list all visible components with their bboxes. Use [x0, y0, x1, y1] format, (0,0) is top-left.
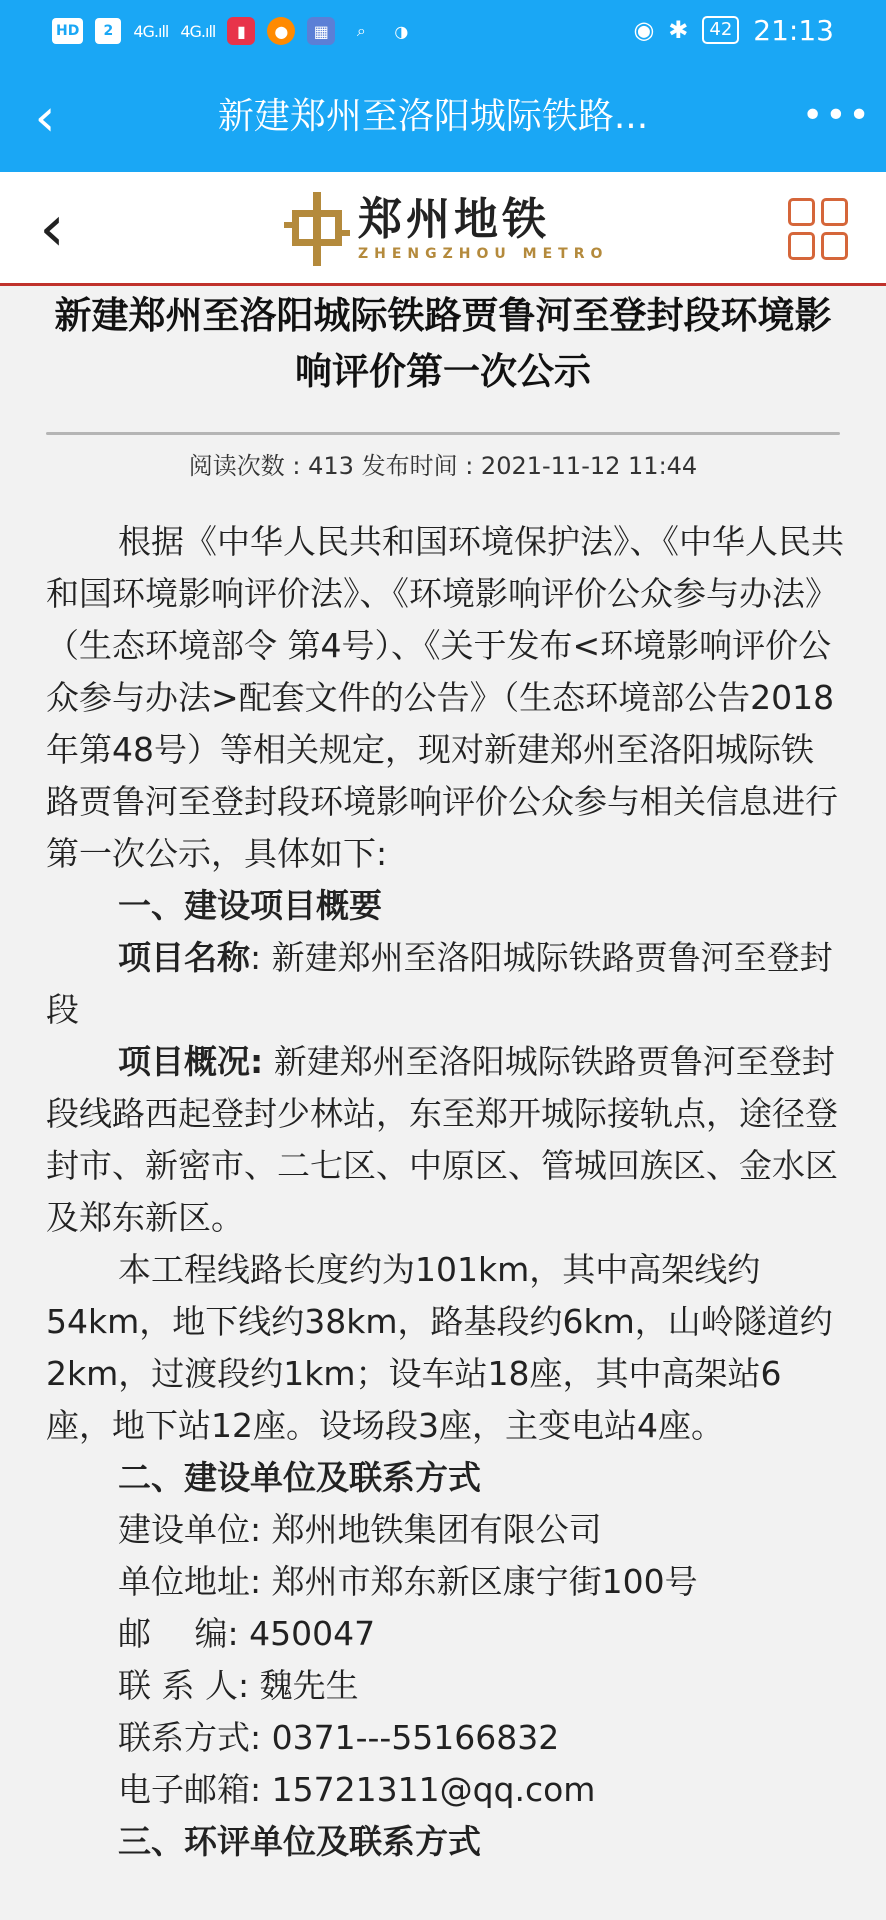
- back-button[interactable]: ‹: [34, 88, 56, 148]
- project-name-value: : 新建郑州至洛阳城际铁路贾鲁河至登封段: [46, 938, 833, 1029]
- status-bar: [0, 0, 886, 62]
- logo-chinese: 郑州地铁: [358, 194, 550, 245]
- top-bar: [0, 0, 886, 172]
- search-icon: ⌕: [356, 21, 366, 40]
- section1-heading: 一、建设项目概要: [118, 886, 382, 925]
- app-icon: ▦: [307, 17, 335, 45]
- battery-indicator: 42: [702, 16, 739, 44]
- article-title: 新建郑州至洛阳城际铁路贾鲁河至登封段环境影响评价第一次公示: [54, 294, 832, 393]
- metro-logo-mark: [284, 192, 350, 266]
- bluetooth-icon: ✱: [668, 16, 689, 44]
- logo-text: [358, 195, 608, 263]
- project-name-paragraph: [46, 932, 846, 1036]
- shield-icon: ◑: [394, 21, 409, 41]
- status-right: [633, 12, 834, 48]
- postcode-line: 邮 编: 450047: [118, 1614, 376, 1653]
- article-content: [0, 288, 886, 1920]
- menu-grid-icon[interactable]: [788, 198, 848, 260]
- site-header: [0, 172, 886, 286]
- section3-heading: 三、环评单位及联系方式: [118, 1822, 481, 1861]
- sim-badge: 2: [95, 18, 121, 44]
- hd-badge: HD: [52, 18, 83, 44]
- title-divider: [46, 432, 840, 435]
- app-header: [0, 62, 886, 172]
- contact-person-line: 联 系 人: 魏先生: [118, 1666, 359, 1705]
- weibo-app-icon: ●: [267, 17, 295, 45]
- article-meta: 阅读次数 : 413 发布时间 : 2021-11-12 11:44: [188, 452, 698, 480]
- signal-2-icon: 4G.ıll: [180, 21, 216, 41]
- site-back-button[interactable]: ‹: [39, 192, 65, 266]
- zhengzhou-metro-logo: [284, 188, 608, 270]
- project-overview-paragraph: [46, 1036, 846, 1244]
- intro-paragraph: 根据《中华人民共和国环境保护法》、《中华人民共和国环境影响评价法》、《环境影响评价公众参与办法》（生态环境部令 第4号）、《关于发布<环境影响评价公众参与办法>配套文件的公告》（生态环境部公告2018年第48号）等相关规定，现对新建郑州至洛阳城际铁路贾鲁河至登封段环境影响评价公众参与相关信息进行第一次公示，具体如下:: [46, 522, 844, 873]
- unit-line: 建设单位: 郑州地铁集团有限公司: [118, 1510, 602, 1549]
- project-detail-paragraph: 本工程线路长度约为101km，其中高架线约54km，地下线约38km，路基段约6km，山岭隧道约2km，过渡段约1km；设车站18座，其中高架站6座，地下站12座。设场段3座，主变电站4座。: [46, 1250, 833, 1445]
- project-name-label: 项目名称: [118, 938, 250, 977]
- address-line: 单位地址: 郑州市郑东新区康宁街100号: [118, 1562, 698, 1601]
- signal-1-icon: 4G.ıll: [133, 21, 169, 41]
- project-overview-label: 项目概况:: [118, 1042, 264, 1081]
- email-line: 电子邮箱: 15721311@qq.com: [118, 1770, 596, 1809]
- app-header-title: 新建郑州至洛阳城际铁路...: [217, 96, 649, 137]
- phone-line: 联系方式: 0371---55166832: [118, 1718, 560, 1757]
- more-menu-button[interactable]: •••: [802, 95, 872, 136]
- eye-icon: ◉: [633, 16, 655, 44]
- clock: 21:13: [753, 13, 834, 47]
- project-overview-value: 新建郑州至洛阳城际铁路贾鲁河至登封段线路西起登封少林站，东至郑开城际接轨点，途径登封市、新密市、二七区、中原区、管城回族区、金水区及郑东新区。: [46, 1042, 838, 1237]
- logo-english: ZHENGZHOU METRO: [358, 246, 609, 262]
- article-body: [46, 516, 846, 1868]
- section2-heading: 二、建设单位及联系方式: [118, 1458, 481, 1497]
- notes-app-icon: ▮: [227, 17, 255, 45]
- status-left: [52, 14, 415, 48]
